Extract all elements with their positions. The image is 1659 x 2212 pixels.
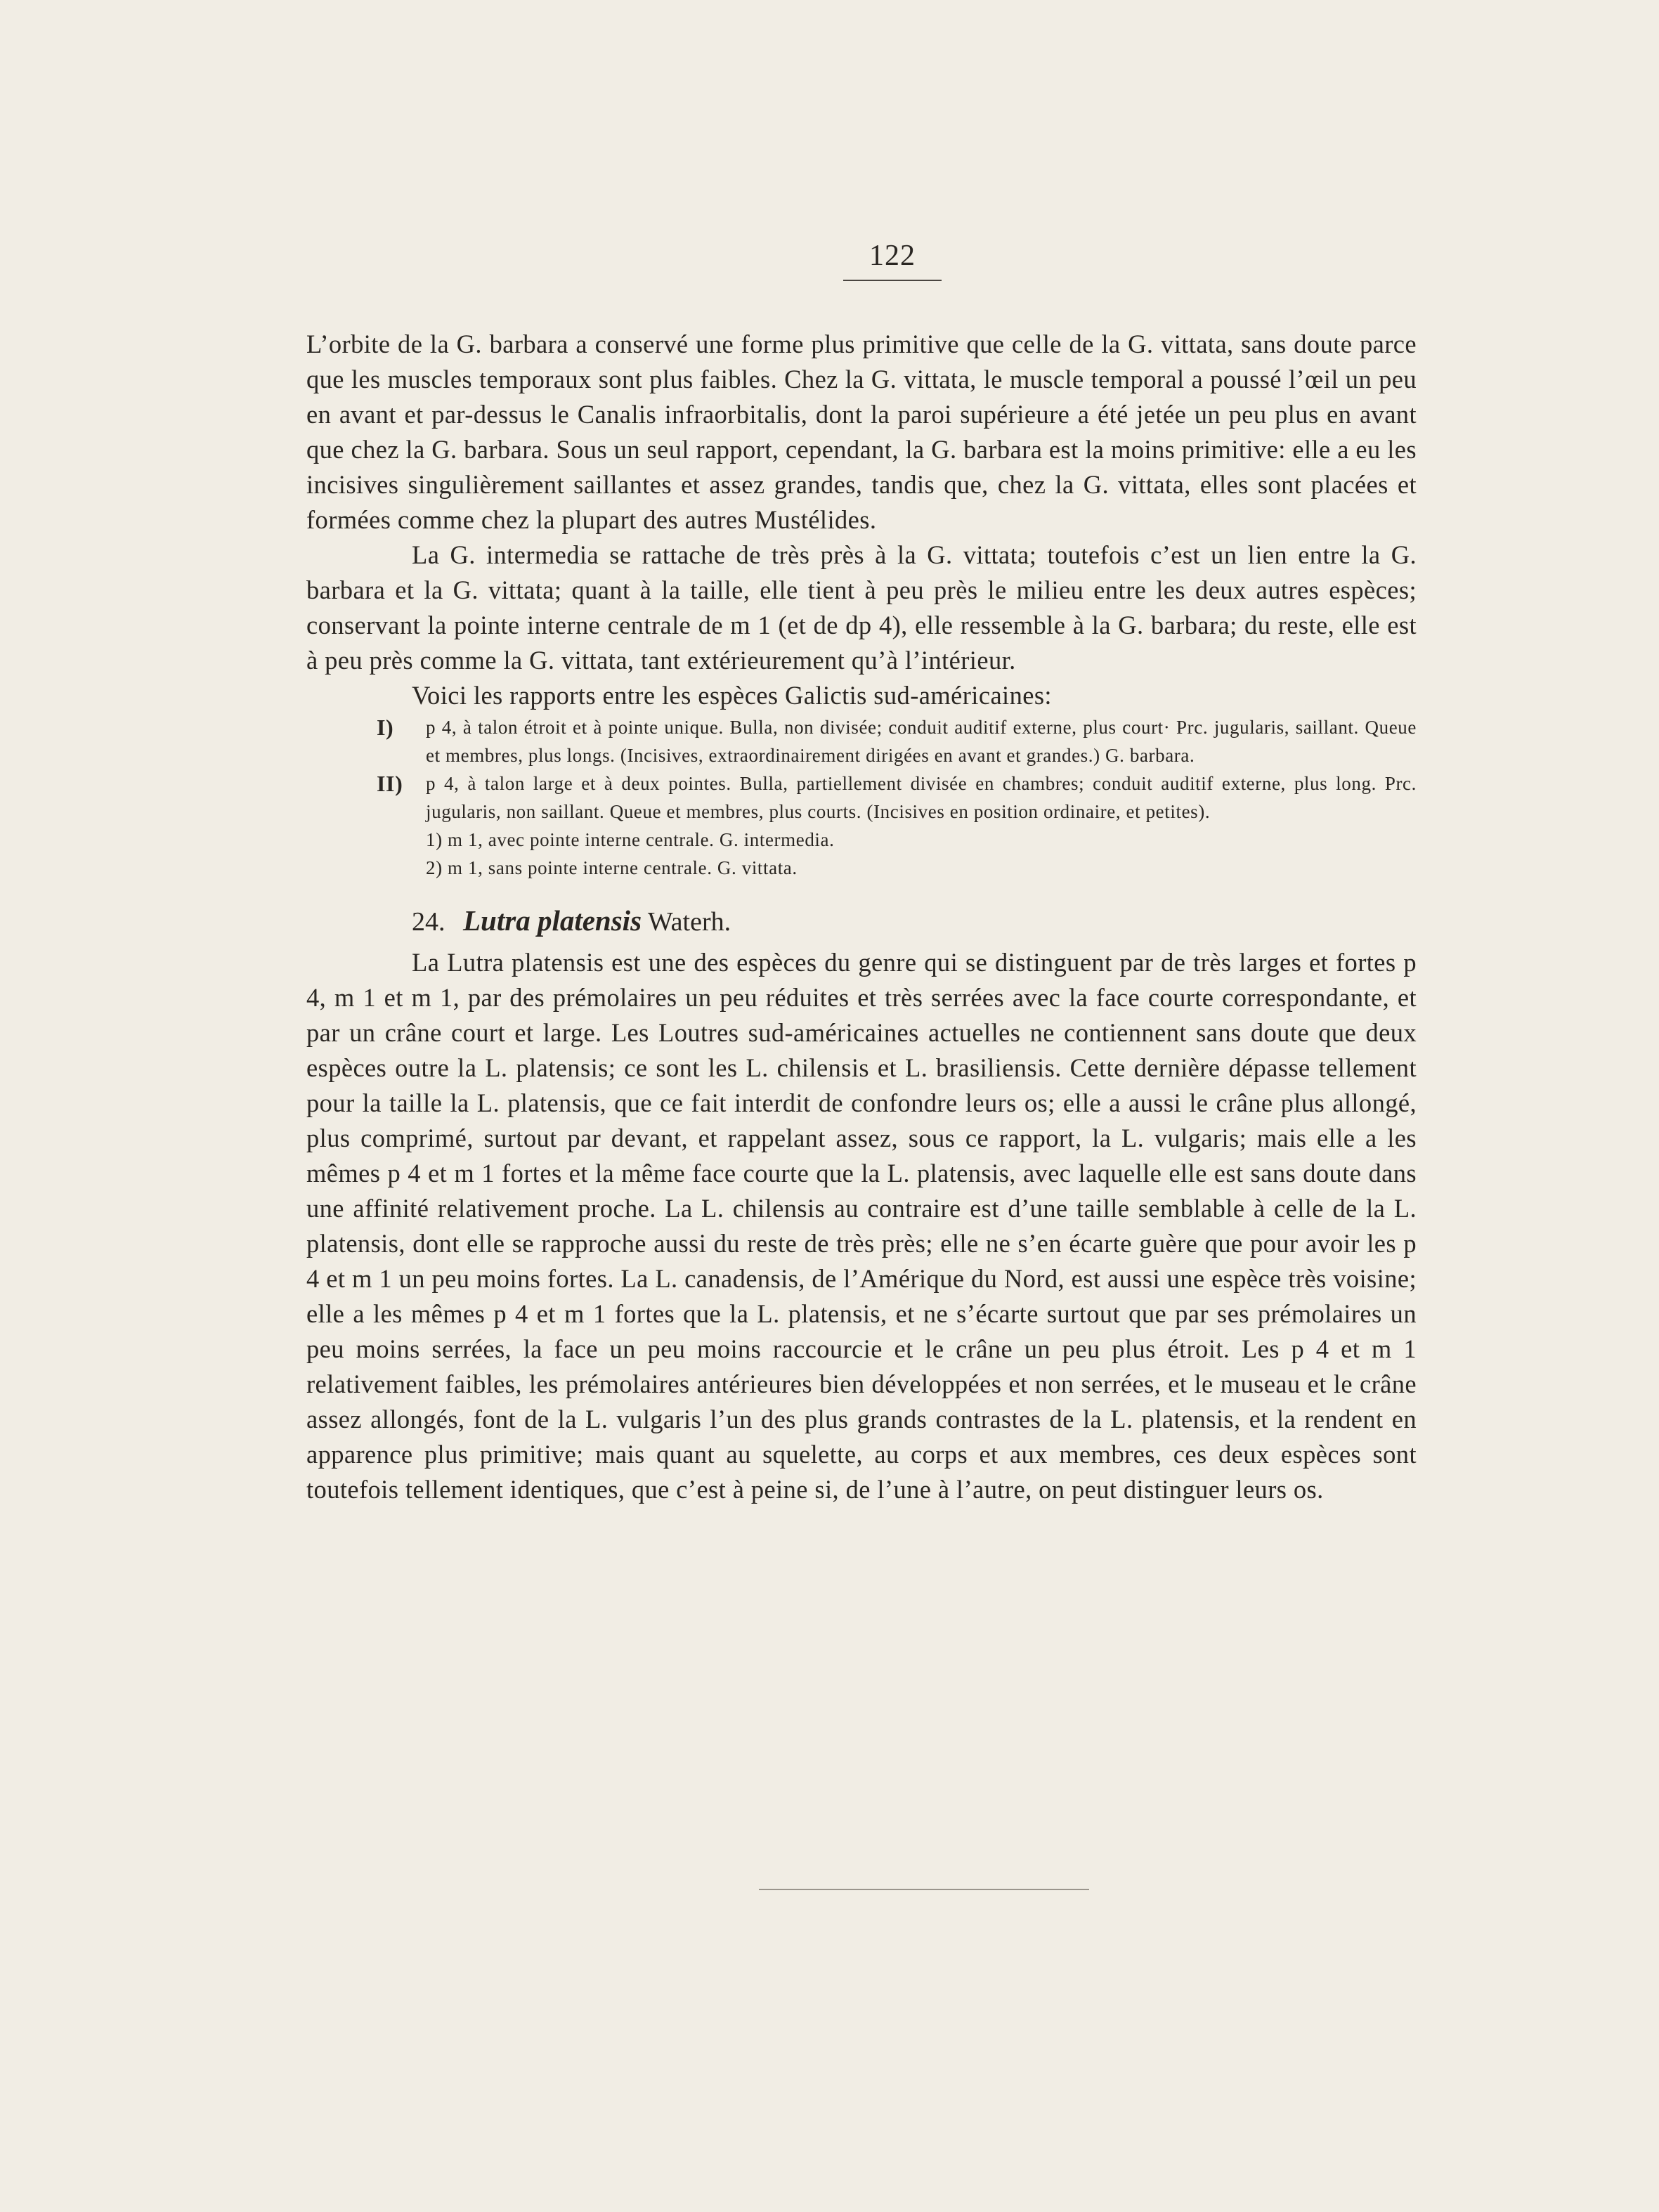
species-key	[377, 713, 1417, 882]
paragraph-key-intro: Voici les rapports entre les espèces Galictis sud-américaines:	[412, 681, 1052, 710]
key-subitem-2: 2) m 1, sans pointe interne centrale. G. vittata.	[426, 857, 798, 878]
paragraph-orbite: L’orbite de la G. barbara a conservé une forme plus primitive que celle de la G. vittata, sans doute parce que les muscles temporaux sont plus faibles. Chez la G. vittata, le muscle temporal a poussé l’œil un peu en avant et par-dessus le Canalis infraorbitalis, dont la paroi supérieure a été jetée un peu plus en avant que chez la G. barbara. Sous un seul rapport, cependant, la G. barbara est la moins primitive: elle a eu les incisives singulièrement saillantes et assez grandes, tandis que, chez la G. vittata, elles sont placées et formées comme chez la plupart des autres Mustélides.	[306, 330, 1417, 534]
header-rule	[843, 280, 942, 281]
page-number: 122	[869, 240, 916, 272]
section-number: 24.	[412, 907, 445, 937]
key-item-2-text: p 4, à talon large et à deux pointes. Bulla, partiellement divisée en chambres; conduit auditif externe, plus long. Prc. jugularis, non saillant. Queue et membres, plus courts. (Incisives en position ordinaire, et petites).	[426, 773, 1417, 822]
page-header	[822, 239, 963, 281]
key-item-2	[377, 769, 1417, 826]
paragraph-lutra: La Lutra platensis est une des espèces du genre qui se distinguent par de très larges et fortes p 4, m 1 et m 1, par des prémolaires un peu réduites et très serrées avec la face courte correspondante, et par un crâne court et large. Les Loutres sud-américaines actuelles ne contiennent sans doute que deux espèces outre la L. platensis; ce sont les L. chilensis et L. brasiliensis. Cette dernière dépasse tellement pour la taille la L. platensis, que ce fait interdit de confondre leurs os; elle a aussi le crâne plus allongé, plus comprimé, surtout par devant, et rappelant assez, sous ce rapport, la L. vulgaris; mais elle a les mêmes p 4 et m 1 fortes et la même face courte que la L. platensis, avec laquelle elle est sans doute dans une affinité relativement proche. La L. chilensis au contraire est d’une taille semblable à celle de la L. platensis, dont elle se rapproche aussi du reste de très près; elle ne s’en écarte guère que pour avoir les p 4 et m 1 un peu moins fortes. La L. canadensis, de l’Amérique du Nord, est aussi une espèce très voisine; elle a les mêmes p 4 et m 1 fortes que la L. platensis, et ne s’écarte surtout que par ses prémolaires un peu moins serrées, la face un peu moins raccourcie et le crâne un peu plus étroit. Les p 4 et m 1 relativement faibles, les prémolaires antérieures bien développées et non serrées, et le museau et le crâne assez allongés, font de la L. vulgaris l’un des plus grands contrastes de la L. platensis, et la rendent en apparence plus primitive; mais quant au squelette, au corps et aux membres, ces deux espèces sont toutefois tellement identiques, que c’est à peine si, de l’une à l’autre, on peut distinguer leurs os.	[306, 948, 1417, 1504]
section-author: Waterh.	[647, 907, 731, 937]
section-species: Lutra platensis	[463, 904, 642, 937]
key-item-2-number: II)	[377, 771, 403, 796]
key-item-1-number: I)	[377, 715, 394, 740]
paragraph-intermedia: La G. intermedia se rattache de très près à la G. vittata; toutefois c’est un lien entre la G. barbara et la G. vittata; quant à la taille, elle tient à peu près le milieu entre les deux autres espèces; conservant la pointe interne centrale de m 1 (et de dp 4), elle ressemble à la G. barbara; du reste, elle est à peu près comme la G. vittata, tant extérieurement qu’à l’intérieur.	[306, 540, 1417, 675]
section-heading	[412, 902, 1417, 941]
page-body	[306, 327, 1417, 1507]
key-item-1	[377, 713, 1417, 769]
key-subitem-1: 1) m 1, avec pointe interne centrale. G. intermedia.	[426, 829, 835, 850]
bottom-rule	[759, 1889, 1089, 1890]
key-item-1-text: p 4, à talon étroit et à pointe unique. Bulla, non divisée; conduit auditif externe, plus court· Prc. jugularis, saillant. Queue et membres, plus longs. (Incisives, extraordinairement dirigées en avant et grandes.) G. barbara.	[426, 717, 1417, 766]
